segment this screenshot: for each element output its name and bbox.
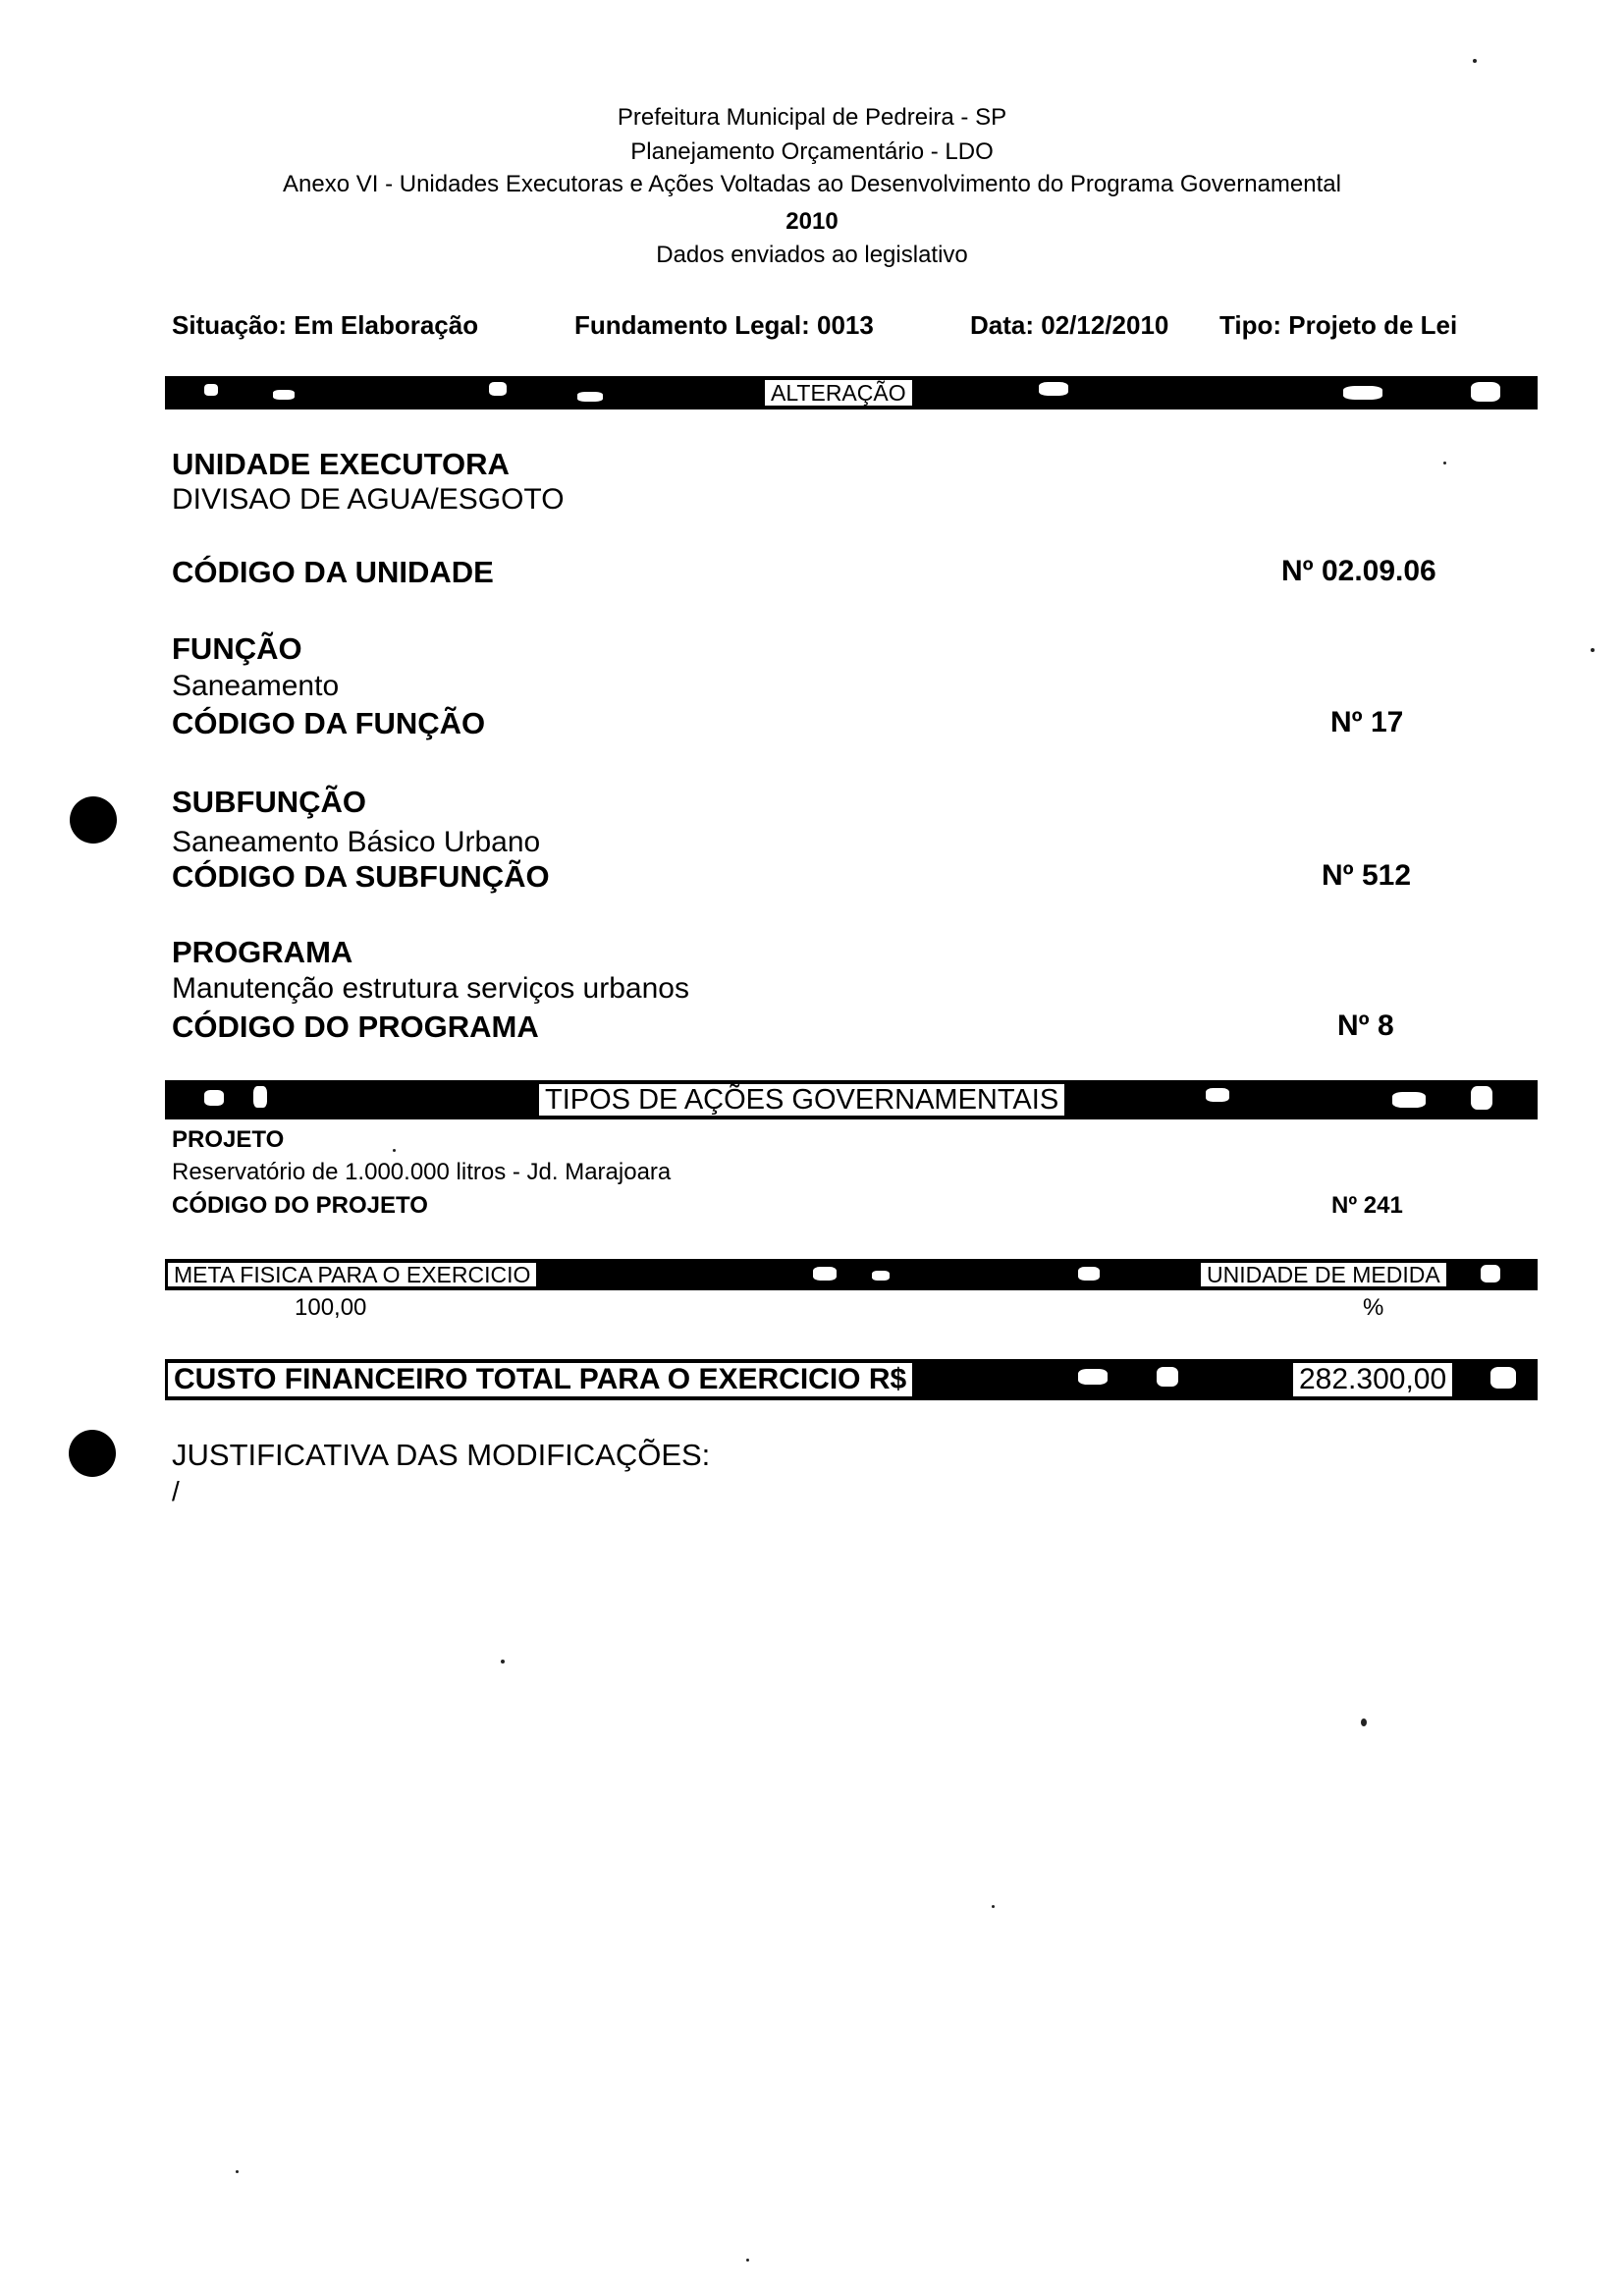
bullet-marker [69, 1430, 116, 1477]
justificativa-label: JUSTIFICATIVA DAS MODIFICAÇÕES: [172, 1438, 711, 1472]
funcao-label: FUNÇÃO [172, 631, 302, 666]
subfuncao-label: SUBFUNÇÃO [172, 785, 367, 819]
header-planejamento: Planejamento Orçamentário - LDO [630, 138, 994, 165]
alteracao-bar-title: ALTERAÇÃO [764, 379, 913, 407]
projeto-label: PROJETO [172, 1126, 285, 1153]
scan-speck [1473, 59, 1477, 63]
scan-speck [746, 2259, 749, 2262]
justificativa-value: / [172, 1476, 180, 1506]
unidade-medida-value: % [1363, 1294, 1384, 1321]
codigo-programa-label: CÓDIGO DO PROGRAMA [172, 1009, 539, 1044]
header-year: 2010 [785, 208, 839, 235]
codigo-projeto-value: Nº 241 [1331, 1192, 1403, 1219]
bullet-marker [70, 796, 117, 844]
scan-speck [1361, 1718, 1367, 1726]
codigo-subfuncao-value: Nº 512 [1322, 859, 1412, 892]
custo-label: CUSTO FINANCEIRO TOTAL PARA O EXERCICIO R$ [167, 1362, 913, 1397]
tipos-acoes-bar [165, 1080, 1538, 1119]
header-dados-enviados: Dados enviados ao legislativo [656, 242, 968, 268]
codigo-programa-value: Nº 8 [1337, 1009, 1394, 1042]
projeto-value: Reservatório de 1.000.000 litros - Jd. Marajoara [172, 1159, 672, 1185]
unidade-executora-label: UNIDADE EXECUTORA [172, 447, 510, 481]
codigo-projeto-label: CÓDIGO DO PROJETO [172, 1192, 428, 1219]
meta-fisica-bar [165, 1259, 1538, 1290]
programa-label: PROGRAMA [172, 935, 353, 969]
codigo-subfuncao-label: CÓDIGO DA SUBFUNÇÃO [172, 859, 550, 894]
fundamento-legal: Fundamento Legal: 0013 [574, 310, 874, 340]
codigo-funcao-label: CÓDIGO DA FUNÇÃO [172, 706, 486, 740]
codigo-funcao-value: Nº 17 [1330, 706, 1404, 738]
custo-bar [165, 1359, 1538, 1400]
header-anexo: Anexo VI - Unidades Executoras e Ações Voltadas ao Desenvolvimento do Programa Governamental [283, 171, 1341, 197]
meta-fisica-value: 100,00 [295, 1294, 367, 1321]
scan-speck [236, 2170, 239, 2173]
alteracao-bar [165, 376, 1538, 409]
funcao-value: Saneamento [172, 670, 340, 702]
unidade-medida-label: UNIDADE DE MEDIDA [1200, 1262, 1447, 1287]
scan-speck [501, 1660, 505, 1664]
situacao: Situação: Em Elaboração [172, 310, 479, 340]
scan-speck [393, 1149, 396, 1152]
scan-speck [1591, 648, 1595, 652]
programa-value: Manutenção estrutura serviços urbanos [172, 972, 689, 1005]
tipos-acoes-bar-title: TIPOS DE AÇÕES GOVERNAMENTAIS [538, 1083, 1065, 1117]
scan-speck [1443, 462, 1446, 464]
codigo-unidade-label: CÓDIGO DA UNIDADE [172, 555, 494, 589]
subfuncao-value: Saneamento Básico Urbano [172, 826, 541, 858]
tipo: Tipo: Projeto de Lei [1219, 310, 1458, 340]
codigo-unidade-value: Nº 02.09.06 [1281, 555, 1436, 587]
data: Data: 02/12/2010 [970, 310, 1169, 340]
meta-fisica-label: META FISICA PARA O EXERCICIO [167, 1262, 537, 1287]
custo-value: 282.300,00 [1292, 1362, 1453, 1397]
header-prefeitura: Prefeitura Municipal de Pedreira - SP [617, 104, 1007, 131]
unidade-executora-value: DIVISAO DE AGUA/ESGOTO [172, 483, 565, 516]
scan-speck [992, 1905, 995, 1908]
